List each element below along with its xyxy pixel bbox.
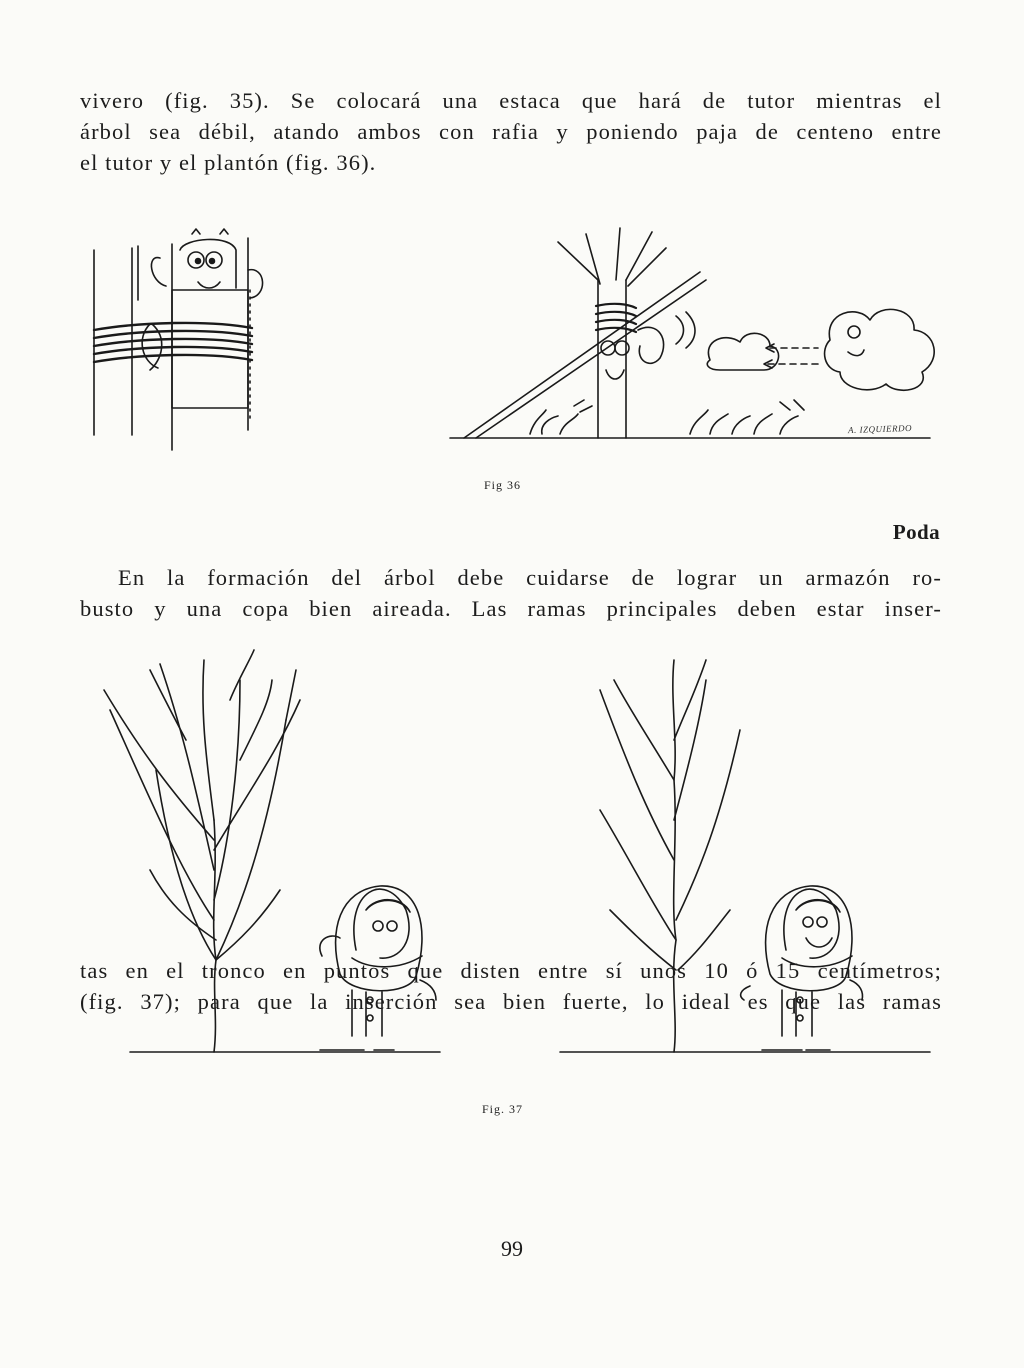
text-line: tas en el tronco en puntos que disten entre sí unos 10 ó 15 centímetros; [80,958,942,983]
text-line: busto y una copa bien aireada. Las ramas principales deben estar inser- [80,596,942,621]
paragraph-intro [80,85,942,178]
text-line: árbol sea débil, atando ambos con rafia y poniendo paja de centeno entre [80,119,942,144]
figure-37-illustration [90,640,940,1090]
section-heading: Poda [892,520,940,544]
figure-36-caption: Fig 36 [484,478,522,492]
text-line: (fig. 37); para que la inserción sea bien fuerte, lo ideal es que las ramas [80,989,942,1014]
figure-37-caption: Fig. 37 [482,1102,524,1116]
paragraph-pruning [80,562,942,624]
wind-scene-drawing [450,228,934,438]
text-line: En la formación del árbol debe cuidarse de lograr un armazón ro- [118,565,942,590]
text-line: vivero (fig. 35). Se colocará una estaca que hará de tutor mientras el [80,88,942,113]
tied-trunk-drawing [94,229,263,450]
illustrator-signature: A. IZQUIERDO [847,422,913,436]
paragraph-branch-spacing [80,955,942,1017]
figure-36-illustration [80,220,960,470]
page-number: 99 [501,1236,523,1261]
text-line: el tutor y el plantón (fig. 36). [80,150,377,175]
